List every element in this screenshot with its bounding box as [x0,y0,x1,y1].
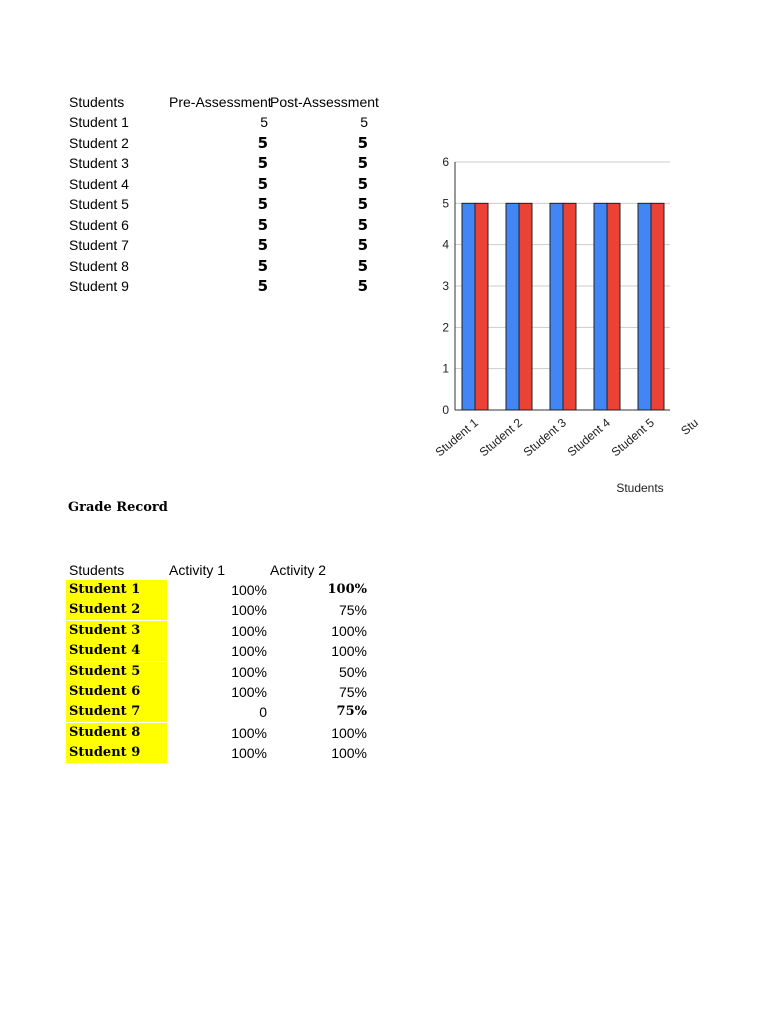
x-tick-label: Student 1 [432,415,481,460]
pre-assessment-score: 5 [257,216,268,234]
grade-header-activity-2: Activity 2 [270,562,327,578]
y-tick-label: 0 [442,403,449,417]
activity-1-score: 100% [231,745,267,761]
grade-student-name: Student 5 [69,664,141,679]
post-assessment-score: 5 [357,277,368,295]
assessment-header-pre: Pre-Assessment [169,94,272,110]
post-assessment-score: 5 [360,114,368,130]
bar-pre-4 [594,203,607,410]
assessment-bar-chart [420,150,701,500]
bar-post-1 [475,203,488,410]
post-assessment-score: 5 [357,257,368,275]
x-tick-label: Stu [678,415,701,438]
activity-2-score: 75% [336,704,367,719]
y-tick-label: 3 [442,279,449,293]
post-assessment-score: 5 [357,175,368,193]
activity-2-score: 75% [338,602,367,618]
activity-2-score: 100% [331,725,367,741]
assessment-header-post: Post-Assessment [270,94,379,110]
assessment-student-name: Student 8 [69,258,129,274]
bar-pre-5 [638,203,651,410]
activity-1-score: 100% [231,623,267,639]
y-tick-label: 5 [442,196,449,211]
activity-2-score: 100% [327,582,367,597]
activity-2-score: 50% [338,664,367,680]
pre-assessment-score: 5 [260,114,268,130]
x-tick-label: Student 3 [520,415,569,460]
grade-student-name: Student 9 [69,745,141,760]
y-tick-label: 6 [442,155,449,169]
x-tick-label: Student 2 [476,415,525,460]
bar-pre-2 [506,203,519,410]
pre-assessment-score: 5 [257,134,268,152]
activity-2-score: 75% [338,684,367,700]
post-assessment-score: 5 [357,195,368,213]
post-assessment-score: 5 [357,154,368,172]
pre-assessment-score: 5 [257,257,268,275]
bar-post-3 [563,203,576,410]
y-tick-label: 2 [442,320,449,335]
y-tick-label: 4 [442,237,449,252]
assessment-student-name: Student 6 [69,217,129,233]
post-assessment-score: 5 [357,236,368,254]
activity-2-score: 100% [331,643,367,659]
grade-student-name: Student 6 [69,684,141,699]
x-tick-label: Student 4 [564,415,613,460]
assessment-header-students: Students [69,94,125,110]
y-tick-label: 1 [442,361,449,376]
grade-student-name: Student 2 [69,602,141,617]
grade-student-name: Student 3 [69,623,141,638]
assessment-student-name: Student 9 [69,278,129,294]
assessment-student-name: Student 1 [69,114,129,130]
assessment-student-name: Student 3 [69,155,129,171]
activity-1-score: 100% [231,664,267,680]
activity-2-score: 100% [331,623,367,639]
activity-1-score: 100% [231,684,267,700]
post-assessment-score: 5 [357,216,368,234]
x-axis-title: Students [616,481,664,495]
assessment-student-name: Student 4 [69,176,129,192]
activity-2-score: 100% [331,745,367,761]
assessment-student-name: Student 5 [69,196,129,212]
bar-pre-1 [462,203,475,410]
grade-record-title: Grade Record [68,500,168,515]
grade-student-name: Student 4 [69,643,141,658]
pre-assessment-score: 5 [257,277,268,295]
post-assessment-score: 5 [357,134,368,152]
pre-assessment-score: 5 [257,236,268,254]
grade-header-students: Students [69,562,125,578]
bar-post-2 [519,203,532,410]
assessment-student-name: Student 7 [69,237,129,253]
bar-post-5 [651,203,664,410]
activity-1-score: 0 [259,704,267,720]
grade-student-name: Student 1 [69,582,141,597]
bar-pre-3 [550,203,563,410]
pre-assessment-score: 5 [257,195,268,213]
assessment-student-name: Student 2 [69,135,129,151]
activity-1-score: 100% [231,643,267,659]
pre-assessment-score: 5 [257,154,268,172]
grade-student-name: Student 7 [69,704,141,719]
activity-1-score: 100% [231,725,267,741]
grade-header-activity-1: Activity 1 [169,562,226,578]
pre-assessment-score: 5 [257,175,268,193]
activity-1-score: 100% [231,582,267,598]
bar-post-4 [607,203,620,410]
x-tick-label: Student 5 [608,415,657,460]
grade-student-name: Student 8 [69,725,141,740]
activity-1-score: 100% [231,602,267,618]
